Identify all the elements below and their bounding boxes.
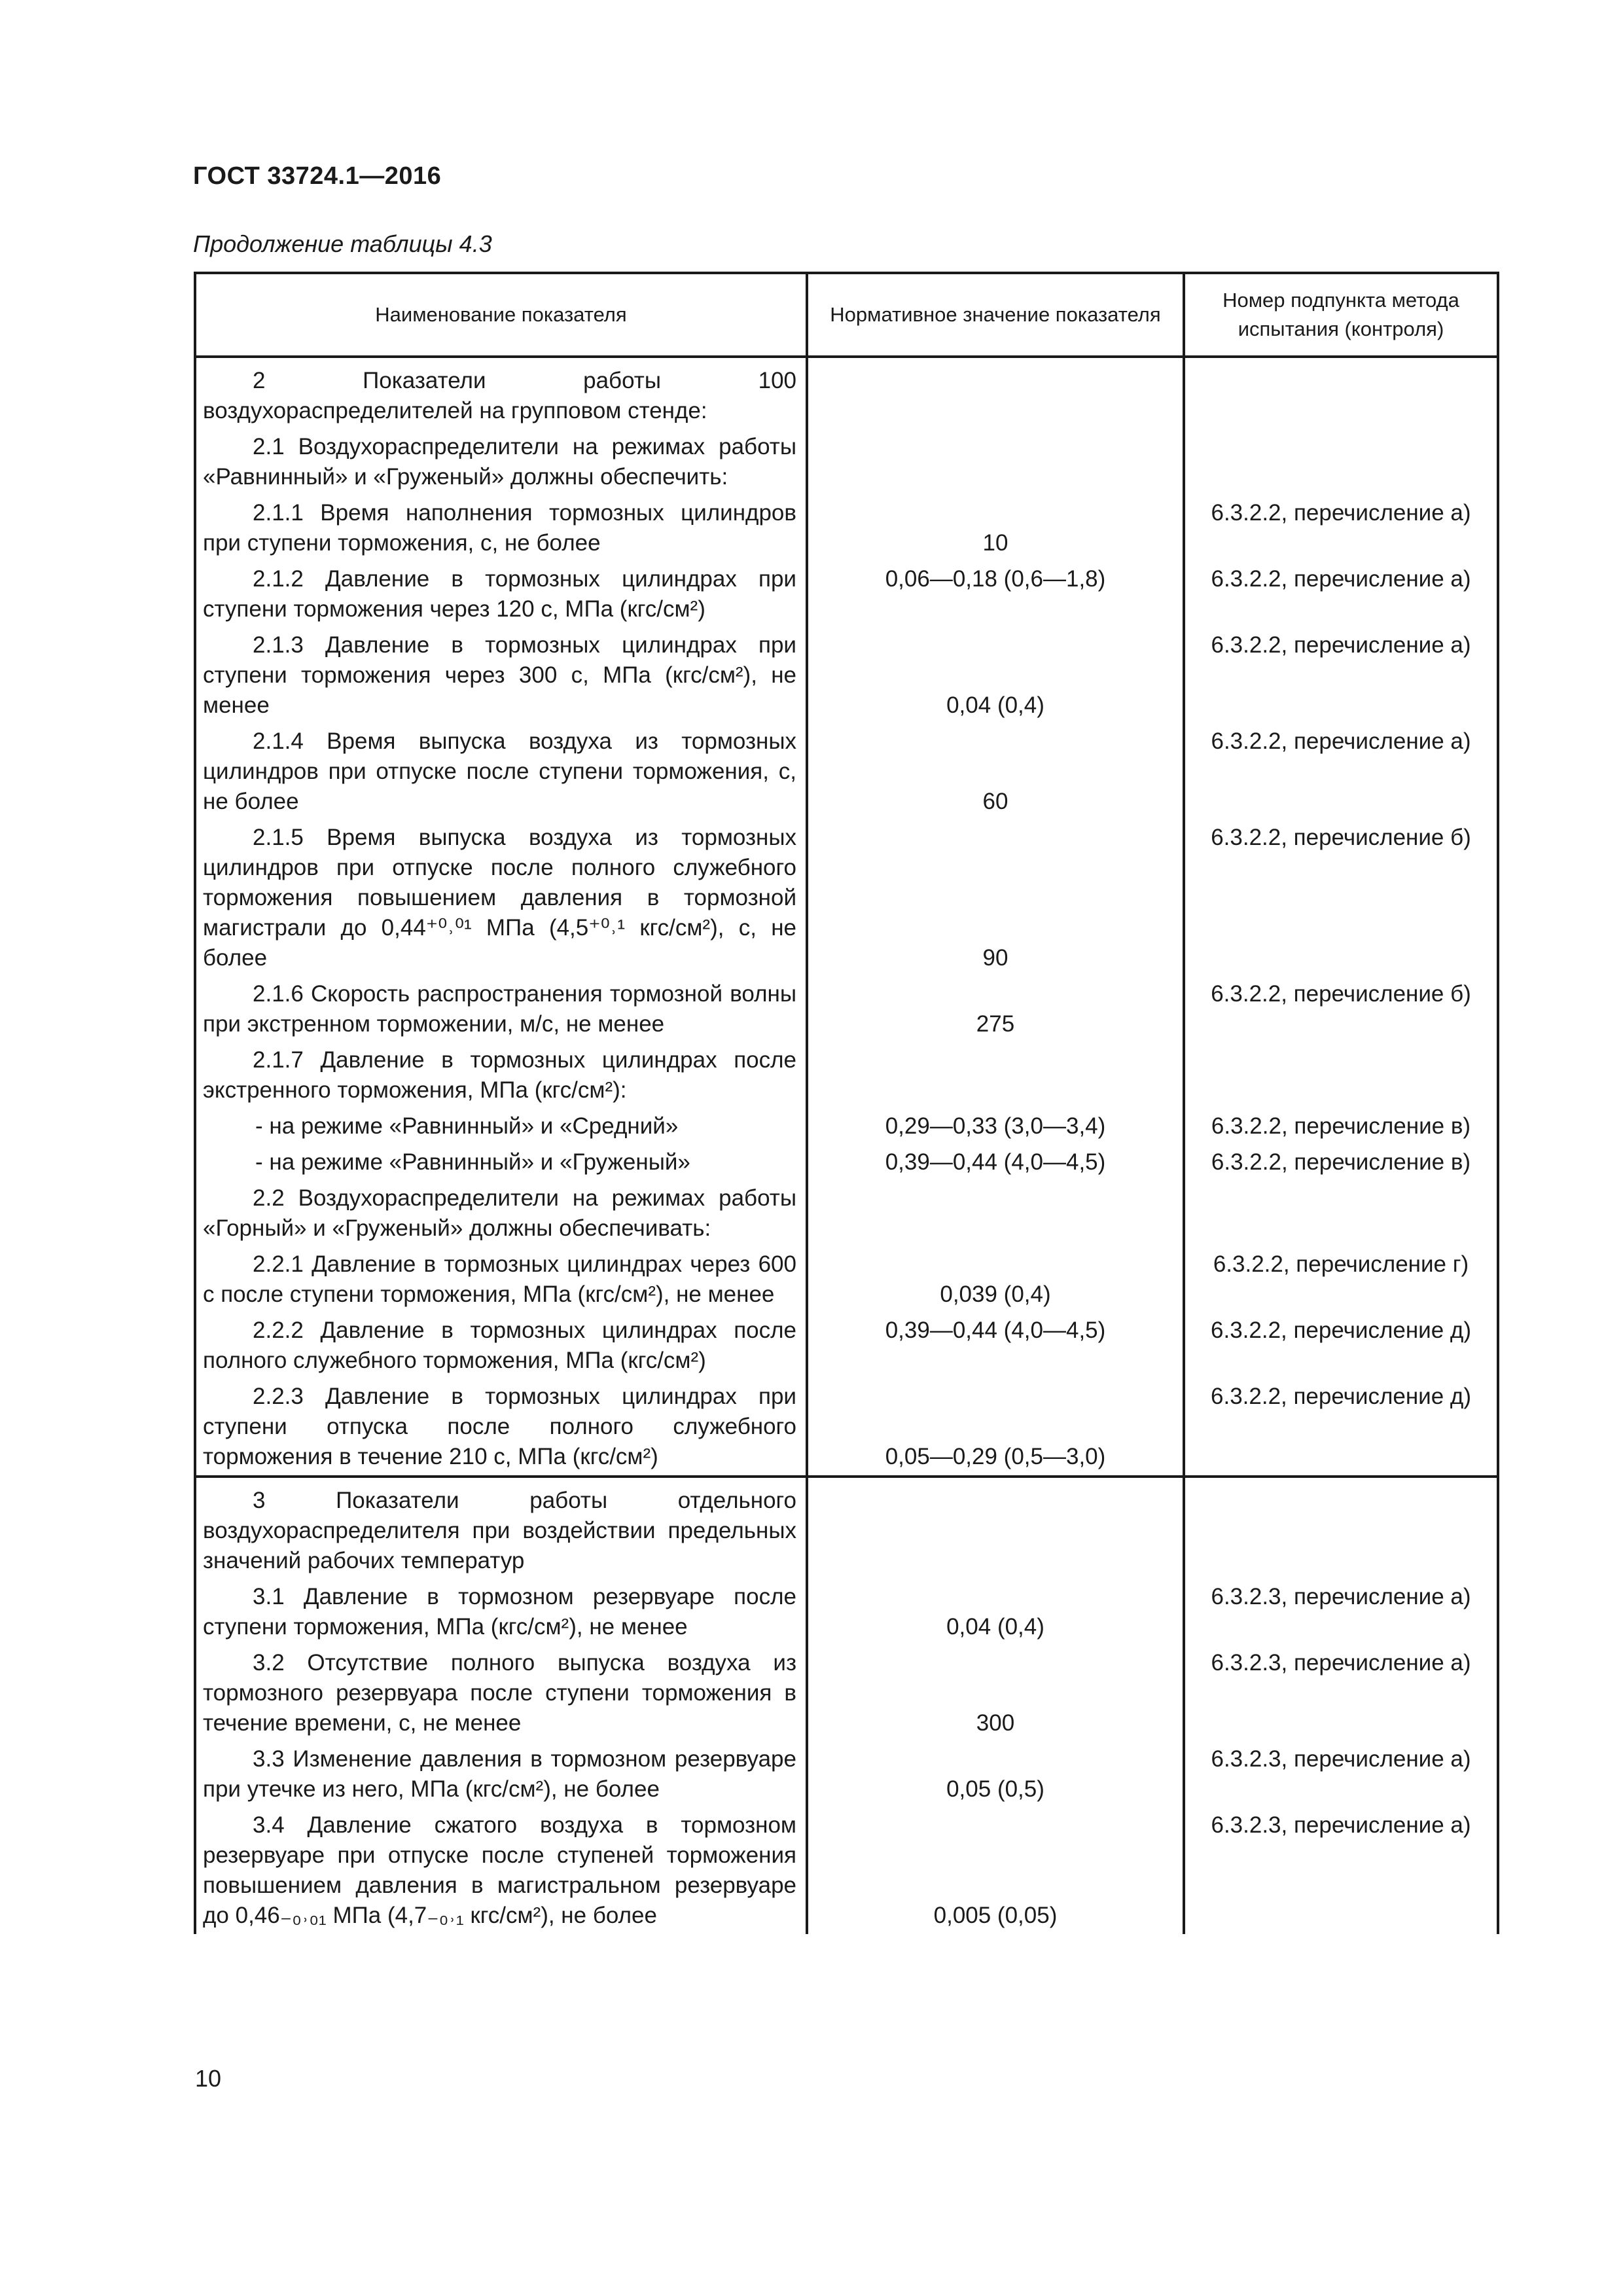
page-number: 10 [195,2065,222,2092]
table-caption: Продолжение таблицы 4.3 [193,230,492,257]
row-value: 0,05—0,29 (0,5—3,0) [807,1379,1184,1477]
table-row [195,1313,1498,1379]
row-value: 60 [807,724,1184,820]
table-row [195,1379,1498,1477]
table-row [195,1579,1498,1645]
table-row [195,1742,1498,1808]
table-row [195,1477,1498,1579]
row-value: 0,29—0,33 (3,0—3,4) [807,1109,1184,1145]
table-row [195,495,1498,562]
row-value [807,1043,1184,1109]
row-value [807,1477,1184,1579]
row-method-ref: 6.3.2.2, перечисление д) [1184,1313,1498,1379]
row-value: 0,04 (0,4) [807,628,1184,724]
row-name: 3.2 Отсутствие полного выпуска воздуха из тормозного резервуара после ступени торможения в течение времени, с, не менее [195,1645,807,1742]
table-row [195,820,1498,977]
table-row [195,1808,1498,1934]
row-method-ref [1184,1181,1498,1247]
table-row [195,1181,1498,1247]
row-value: 0,04 (0,4) [807,1579,1184,1645]
row-value: 0,039 (0,4) [807,1247,1184,1313]
row-value [807,429,1184,495]
standard-header: ГОСТ 33724.1—2016 [193,162,442,190]
row-method-ref: 6.3.2.3, перечисление а) [1184,1742,1498,1808]
row-value: 10 [807,495,1184,562]
row-method-ref: 6.3.2.3, перечисление а) [1184,1645,1498,1742]
row-value [807,1181,1184,1247]
table-row [195,977,1498,1043]
column-header-value: Нормативное значение показателя [807,273,1184,357]
row-method-ref [1184,1477,1498,1579]
row-method-ref: 6.3.2.2, перечисление в) [1184,1145,1498,1181]
row-value: 0,39—0,44 (4,0—4,5) [807,1145,1184,1181]
row-name: 2.1.3 Давление в тормозных цилиндрах при ступени торможения через 300 с, МПа (кгс/см²), не менее [195,628,807,724]
table-row [195,1145,1498,1181]
row-method-ref: 6.3.2.2, перечисление а) [1184,628,1498,724]
row-value: 0,39—0,44 (4,0—4,5) [807,1313,1184,1379]
table-row [195,1043,1498,1109]
section-3 [195,1477,1498,1934]
row-name: 2.1.1 Время наполнения тормозных цилиндров при ступени торможения, с, не более [195,495,807,562]
column-header-name: Наименование показателя [195,273,807,357]
row-value: 90 [807,820,1184,977]
table-row [195,1247,1498,1313]
row-name: 2.1 Воздухораспределители на режимах работы «Равнинный» и «Груженый» должны обеспечить: [195,429,807,495]
row-value [807,357,1184,429]
row-name: 2.2 Воздухораспределители на режимах работы «Горный» и «Груженый» должны обеспечивать: [195,1181,807,1247]
row-name: 2.2.2 Давление в тормозных цилиндрах после полного служебного торможения, МПа (кгс/см²) [195,1313,807,1379]
row-name: - на режиме «Равнинный» и «Груженый» [195,1145,807,1181]
row-method-ref: 6.3.2.2, перечисление в) [1184,1109,1498,1145]
row-name: 2.1.4 Время выпуска воздуха из тормозных цилиндров при отпуске после ступени торможения, с, не более [195,724,807,820]
row-name: 2.1.5 Время выпуска воздуха из тормозных цилиндров при отпуске после полного служебного торможения повышением давления в тормозной магистрали до 0,44⁺⁰˒⁰¹ МПа (4,5⁺⁰˒¹ кгс/см²), с, не более [195,820,807,977]
row-method-ref: 6.3.2.2, перечисление б) [1184,820,1498,977]
column-header-method: Номер подпункта метода испытания (контроля) [1184,273,1498,357]
table-row [195,357,1498,429]
row-method-ref: 6.3.2.2, перечисление г) [1184,1247,1498,1313]
row-name: 2 Показатели работы 100 воздухораспределителей на групповом стенде: [195,357,807,429]
row-method-ref: 6.3.2.2, перечисление а) [1184,724,1498,820]
row-value: 0,05 (0,5) [807,1742,1184,1808]
table-row [195,429,1498,495]
row-value: 0,06—0,18 (0,6—1,8) [807,562,1184,628]
row-name: 2.1.7 Давление в тормозных цилиндрах после экстренного торможения, МПа (кгс/см²): [195,1043,807,1109]
table-header-row [195,273,1498,357]
section-2 [195,357,1498,1477]
table-row [195,724,1498,820]
table-row [195,1645,1498,1742]
row-value: 275 [807,977,1184,1043]
row-name: 2.2.3 Давление в тормозных цилиндрах при ступени отпуска после полного служебного торможения в течение 210 с, МПа (кгс/см²) [195,1379,807,1477]
table-row [195,562,1498,628]
indicators-table [194,272,1499,1934]
row-name: 3.4 Давление сжатого воздуха в тормозном резервуаре при отпуске после ступеней торможения повышением давления в магистральном резервуаре до 0,46₋₀˒₀₁ МПа (4,7₋₀˒₁ кгс/см²), не более [195,1808,807,1934]
row-method-ref: 6.3.2.3, перечисление а) [1184,1579,1498,1645]
row-value: 0,005 (0,05) [807,1808,1184,1934]
row-method-ref: 6.3.2.2, перечисление д) [1184,1379,1498,1477]
row-method-ref: 6.3.2.2, перечисление б) [1184,977,1498,1043]
table-row [195,1109,1498,1145]
row-name: - на режиме «Равнинный» и «Средний» [195,1109,807,1145]
row-method-ref [1184,1043,1498,1109]
row-value: 300 [807,1645,1184,1742]
row-method-ref: 6.3.2.2, перечисление а) [1184,562,1498,628]
row-name: 3.3 Изменение давления в тормозном резервуаре при утечке из него, МПа (кгс/см²), не более [195,1742,807,1808]
table-row [195,628,1498,724]
row-method-ref: 6.3.2.2, перечисление а) [1184,495,1498,562]
row-method-ref [1184,429,1498,495]
row-name: 2.2.1 Давление в тормозных цилиндрах через 600 с после ступени торможения, МПа (кгс/см²), не менее [195,1247,807,1313]
row-name: 2.1.6 Скорость распространения тормозной волны при экстренном торможении, м/с, не менее [195,977,807,1043]
row-name: 3 Показатели работы отдельного воздухораспределителя при воздействии предельных значений рабочих температур [195,1477,807,1579]
row-name: 3.1 Давление в тормозном резервуаре после ступени торможения, МПа (кгс/см²), не менее [195,1579,807,1645]
row-method-ref: 6.3.2.3, перечисление а) [1184,1808,1498,1934]
row-name: 2.1.2 Давление в тормозных цилиндрах при ступени торможения через 120 с, МПа (кгс/см²) [195,562,807,628]
row-method-ref [1184,357,1498,429]
